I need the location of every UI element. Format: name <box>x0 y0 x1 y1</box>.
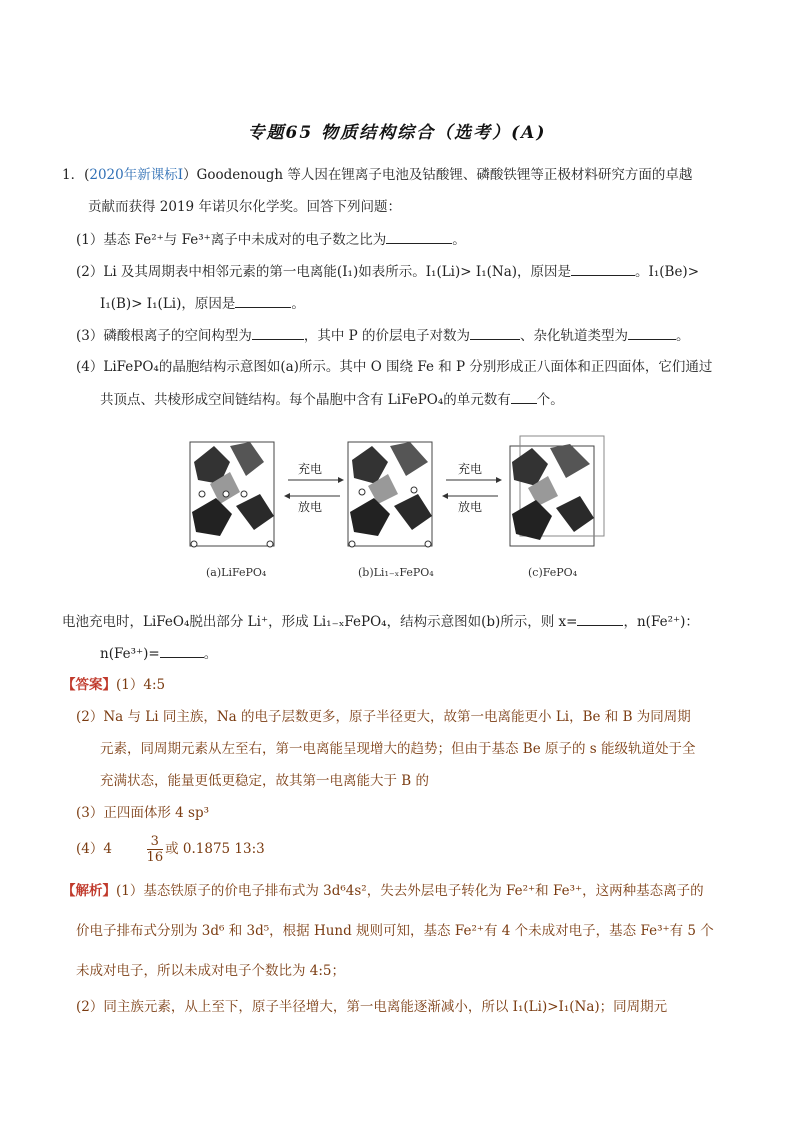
question-intro-a: ）Goodenough 等人因在锂离子电池及钴酸锂、磷酸铁锂等正极材料研究方面的卓越 <box>183 167 693 183</box>
analysis-line-4: (2）同主族元素，从上至下，原子半径增大，第一电离能逐渐减小，所以 I₁(Li)>I₁(Na)；同周期元 <box>76 999 668 1015</box>
answer-blank[interactable] <box>160 643 204 658</box>
analysis-text-1: (1）基态铁原子的价电子排布式为 3d⁶4s²，失去外层电子转化为 Fe²⁺和 Fe³⁺，这两种基态离子的 <box>116 883 704 899</box>
part-1 <box>76 229 466 250</box>
answer-blank[interactable] <box>577 611 623 626</box>
part-5-line-a <box>62 611 699 632</box>
part-3-text-b: ，其中 P 的价层电子对数为 <box>303 328 471 344</box>
answer-blank[interactable] <box>571 261 635 276</box>
question-intro-b: 贡献而获得 2019 年诺贝尔化学奖。回答下列问题： <box>88 199 401 215</box>
discharge-label-1: 放电 <box>298 500 323 514</box>
crystal-structure-figure <box>180 432 620 582</box>
answer-blank[interactable] <box>628 325 676 340</box>
cell-b-diagram <box>348 442 432 547</box>
cell-a-diagram <box>190 442 274 547</box>
part-2-end-a: 。I₁(Be)> <box>635 264 700 280</box>
answer-1: (1）4:5 <box>116 677 166 693</box>
page-title: 专题65 物质结构综合（选考）(A) <box>247 123 547 143</box>
analysis-line-3: 未成对电子，所以未成对电子个数比为 4:5； <box>76 963 346 979</box>
part-3-text-a: (3）磷酸根离子的空间构型为 <box>76 328 252 344</box>
part-1-end: 。 <box>452 232 466 248</box>
part-3 <box>76 325 690 346</box>
arrows-b-c <box>442 477 502 499</box>
part-2-line-b <box>100 293 305 314</box>
part-2-text-b: I₁(B)> I₁(Li)，原因是 <box>100 296 236 312</box>
part-2-end-b: 。 <box>291 296 305 312</box>
caption-a: (a)LiFePO₄ <box>206 566 267 579</box>
answer-blank[interactable] <box>511 389 537 404</box>
part-2-line-a <box>76 261 699 282</box>
answer-2-line-b: 元素，同周期元素从左至右，第一电离能呈现增大的趋势；但由于基态 Be 原子的 s 能级轨道处于全 <box>100 741 696 757</box>
answer-blank[interactable] <box>252 325 304 340</box>
answer-4 <box>76 833 265 865</box>
discharge-label-2: 放电 <box>458 500 483 514</box>
answer-2-line-c: 充满状态，能量更低更稳定，故其第一电离能大于 B 的 <box>100 773 430 789</box>
part-5-text-mid: ，n(Fe²⁺)： <box>623 614 699 630</box>
part-1-text: (1）基态 Fe²⁺与 Fe³⁺离子中未成对的电子数之比为 <box>76 232 387 248</box>
answer-3: (3）正四面体形 4 sp³ <box>76 805 210 821</box>
question-intro-line-1 <box>62 165 692 185</box>
caption-b: (b)Li₁₋ₓFePO₄ <box>358 566 434 579</box>
answer-4-pre: (4）4 <box>76 841 112 857</box>
part-3-text-c: 、杂化轨道类型为 <box>520 328 629 344</box>
answer-4-post: 或 0.1875 13:3 <box>165 841 265 857</box>
answer-blank[interactable] <box>235 293 291 308</box>
analysis-tag: 【解析】 <box>62 883 116 899</box>
analysis-line-2: 价电子排布式分别为 3d⁶ 和 3d⁵，根据 Hund 规则可知，基态 Fe²⁺有 4 个未成对电子，基态 Fe³⁺有 5 个 <box>76 923 714 939</box>
caption-c: (c)FePO₄ <box>528 566 578 579</box>
answer-line-1 <box>62 675 165 695</box>
part-4-text-b: 共顶点、共棱形成空间链结构。每个晶胞中含有 LiFePO₄的单元数有 <box>100 392 511 408</box>
cell-c-diagram <box>510 436 604 546</box>
part-5-text-a: 电池充电时，LiFeO₄脱出部分 Li⁺，形成 Li₁₋ₓFePO₄，结构示意图如(b)所示，则 x= <box>62 614 578 630</box>
answer-2-line-a: (2）Na 与 Li 同主族，Na 的电子层数更多，原子半径更大，故第一电离能更小 Li，Be 和 B 为同周期 <box>76 709 691 725</box>
fraction-denominator: 16 <box>146 850 164 865</box>
part-3-end: 。 <box>676 328 690 344</box>
analysis-line-1 <box>62 881 704 901</box>
part-4-end: 个。 <box>536 392 564 408</box>
part-5-text-b: n(Fe³⁺)= <box>100 646 160 662</box>
answer-blank[interactable] <box>470 325 520 340</box>
arrows-a-b <box>284 477 344 499</box>
question-number: 1．( <box>62 167 90 183</box>
answer-blank[interactable] <box>386 229 452 244</box>
charge-label-1: 充电 <box>298 462 323 476</box>
part-4-line-a: (4）LiFePO₄的晶胞结构示意图如(a)所示。其中 O 围绕 Fe 和 P 分别形成正八面体和正四面体，它们通过 <box>76 359 713 375</box>
part-5-line-b <box>100 643 217 664</box>
fraction-numerator: 3 <box>147 834 164 850</box>
charge-label-2: 充电 <box>458 462 483 476</box>
part-2-text-a: (2）Li 及其周期表中相邻元素的第一电离能(I₁)如表所示。I₁(Li)> I₁(Na)，原因是 <box>76 264 572 280</box>
part-4-line-b <box>100 389 564 410</box>
question-source: 2020年新课标Ⅰ <box>89 167 184 183</box>
part-5-end: 。 <box>203 646 218 662</box>
answer-tag: 【答案】 <box>62 677 116 693</box>
answer-4-fraction <box>147 834 164 865</box>
